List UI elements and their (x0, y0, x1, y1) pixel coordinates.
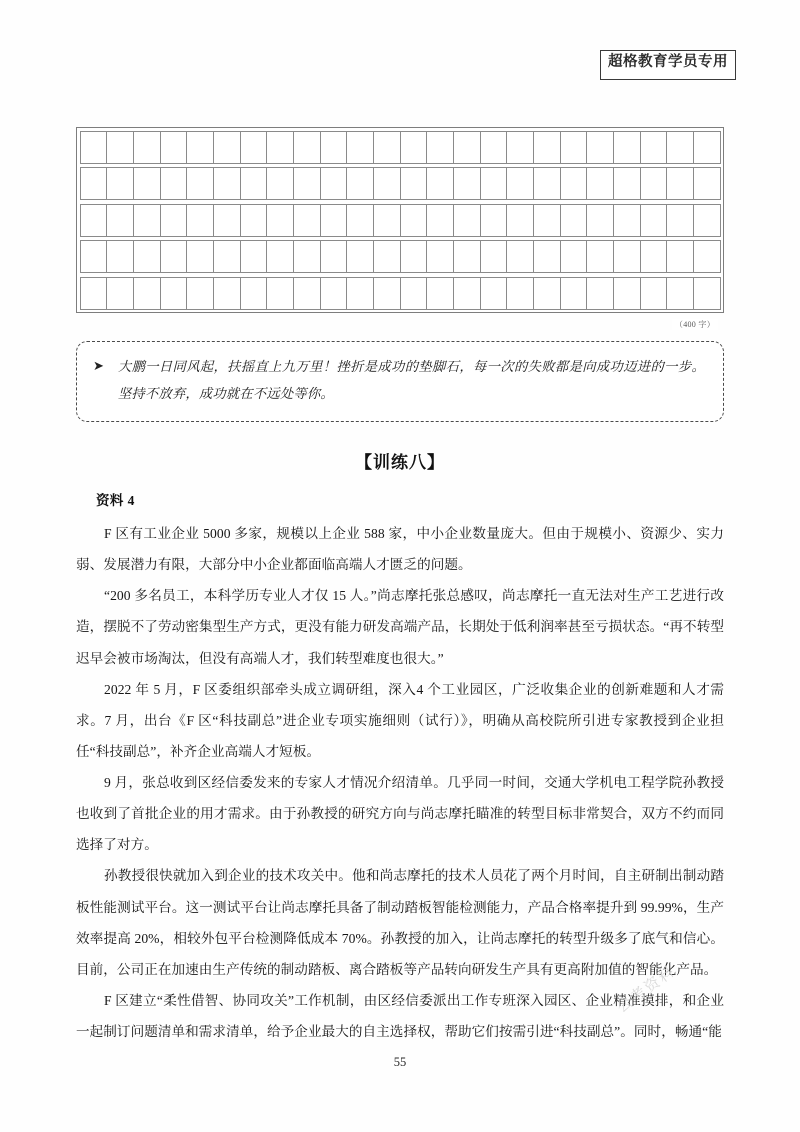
answer-grid-frame[interactable] (76, 127, 724, 313)
answer-grid-cell[interactable] (507, 132, 534, 163)
answer-grid-cell[interactable] (347, 205, 374, 236)
answer-grid-cell[interactable] (161, 132, 188, 163)
answer-grid-cell[interactable] (401, 168, 428, 199)
answer-grid-cell[interactable] (401, 241, 428, 272)
answer-grid-cell[interactable] (374, 205, 401, 236)
paragraph: F 区建立“柔性借智、协同攻关”工作机制，由区经信委派出工作专班深入园区、企业精准摸排，和企业一起制订问题清单和需求清单，给予企业最大的自主选择权，帮助它们按需引进“科技副总”。同时，畅通“能 (76, 992, 724, 1039)
answer-grid-cell[interactable] (134, 278, 161, 309)
answer-grid-cell[interactable] (667, 241, 694, 272)
paragraph: F 区有工业企业 5000 多家，规模以上企业 588 家，中小企业数量庞大。但由于规模小、资源少、实力弱、发展潜力有限，大部分中小企业都面临高端人才匮乏的问题。 (76, 526, 724, 573)
answer-grid-row[interactable] (80, 167, 721, 200)
answer-grid-cell[interactable] (214, 278, 241, 309)
answer-grid-cell[interactable] (321, 205, 348, 236)
answer-grid-cell[interactable] (294, 278, 321, 309)
answer-grid-cell[interactable] (267, 168, 294, 199)
paragraph: 2022 年 5 月，F 区委组织部牵头成立调研组，深入4 个工业园区，广泛收集企业的创新难题和人才需求。7 月，出台《F 区“科技副总”进企业专项实施细则（试行）》，明确从高校院所引进专家教授到企业担任“科技副总”，补齐企业高端人才短板。 (76, 681, 724, 759)
answer-grid-cell[interactable] (107, 168, 134, 199)
answer-grid-cell[interactable] (507, 241, 534, 272)
answer-grid-footer (76, 313, 724, 327)
answer-grid-cell[interactable] (481, 205, 508, 236)
answer-grid-cell[interactable] (614, 241, 641, 272)
answer-grid-cell[interactable] (241, 132, 268, 163)
answer-grid-cell[interactable] (694, 241, 721, 272)
answer-grid-cell[interactable] (667, 132, 694, 163)
answer-grid-cell[interactable] (587, 168, 614, 199)
answer-grid-cell[interactable] (161, 278, 188, 309)
answer-grid-cell[interactable] (481, 278, 508, 309)
answer-grid-cell[interactable] (214, 132, 241, 163)
answer-grid-cell[interactable] (587, 241, 614, 272)
answer-grid-cell[interactable] (481, 168, 508, 199)
answer-grid-cell[interactable] (294, 168, 321, 199)
answer-grid-cell[interactable] (107, 241, 134, 272)
answer-grid-cell[interactable] (134, 205, 161, 236)
answer-grid-cell[interactable] (401, 132, 428, 163)
section-title: 【训练八】 (355, 453, 445, 472)
answer-grid-cell[interactable] (561, 241, 588, 272)
answer-grid-cell[interactable] (507, 205, 534, 236)
answer-grid-cell[interactable] (241, 241, 268, 272)
answer-grid-cell[interactable] (534, 205, 561, 236)
motivational-quote-box (76, 341, 724, 422)
answer-grid-cell[interactable] (134, 241, 161, 272)
answer-grid-cell[interactable] (614, 132, 641, 163)
quote-text: 大鹏一日同风起，扶摇直上九万里！挫折是成功的垫脚石，每一次的失败都是向成功迈进的一步。坚持不放弃，成功就在不远处等你。 (117, 359, 705, 401)
watermark: 公考资料 (614, 963, 679, 1017)
answer-grid (76, 127, 724, 327)
paragraph: 9 月，张总收到区经信委发来的专家人才情况介绍清单。几乎同一时间，交通大学机电工程学院孙教授也收到了首批企业的用才需求。由于孙教授的研究方向与尚志摩托瞄准的转型目标非常契合，双方不约而同选择了对方。 (76, 775, 724, 853)
answer-grid-cell[interactable] (80, 278, 108, 309)
answer-grid-cell[interactable] (454, 205, 481, 236)
answer-grid-cell[interactable] (80, 205, 108, 236)
answer-grid-cell[interactable] (134, 132, 161, 163)
answer-grid-cell[interactable] (641, 205, 668, 236)
answer-grid-cell[interactable] (561, 132, 588, 163)
answer-grid-cell[interactable] (80, 132, 108, 163)
answer-grid-row[interactable] (80, 240, 721, 273)
answer-grid-cell[interactable] (241, 278, 268, 309)
answer-grid-cell[interactable] (294, 241, 321, 272)
answer-grid-cell[interactable] (587, 132, 614, 163)
answer-grid-cell[interactable] (187, 205, 214, 236)
answer-grid-cell[interactable] (187, 132, 214, 163)
answer-grid-cell[interactable] (161, 168, 188, 199)
answer-grid-cell[interactable] (347, 278, 374, 309)
word-count-label: （400 字） (672, 319, 718, 330)
answer-grid-cell[interactable] (534, 278, 561, 309)
answer-grid-cell[interactable] (401, 205, 428, 236)
answer-grid-cell[interactable] (507, 168, 534, 199)
answer-grid-cell[interactable] (427, 241, 454, 272)
answer-grid-cell[interactable] (80, 241, 108, 272)
answer-grid-cell[interactable] (481, 241, 508, 272)
answer-grid-cell[interactable] (561, 205, 588, 236)
page-number: 55 (393, 1055, 407, 1069)
answer-grid-cell[interactable] (401, 278, 428, 309)
answer-grid-row[interactable] (80, 277, 721, 310)
answer-grid-cell[interactable] (614, 168, 641, 199)
answer-grid-cell[interactable] (561, 278, 588, 309)
answer-grid-cell[interactable] (694, 168, 721, 199)
answer-grid-cell[interactable] (294, 132, 321, 163)
answer-grid-cell[interactable] (427, 132, 454, 163)
answer-grid-cell[interactable] (481, 132, 508, 163)
answer-grid-cell[interactable] (294, 205, 321, 236)
answer-grid-cell[interactable] (694, 132, 721, 163)
answer-grid-cell[interactable] (267, 132, 294, 163)
answer-grid-cell[interactable] (641, 132, 668, 163)
answer-grid-cell[interactable] (321, 241, 348, 272)
answer-grid-cell[interactable] (454, 241, 481, 272)
answer-grid-cell[interactable] (427, 168, 454, 199)
answer-grid-cell[interactable] (214, 205, 241, 236)
quote-inner (93, 354, 705, 407)
answer-grid-cell[interactable] (614, 205, 641, 236)
header-stamp: 超格教育学员专用 (600, 50, 736, 80)
answer-grid-cell[interactable] (641, 241, 668, 272)
page-header (0, 50, 800, 80)
answer-grid-cell[interactable] (107, 132, 134, 163)
answer-grid-cell[interactable] (427, 278, 454, 309)
answer-grid-cell[interactable] (614, 278, 641, 309)
answer-grid-cell[interactable] (587, 278, 614, 309)
answer-grid-cell[interactable] (80, 168, 108, 199)
answer-grid-cell[interactable] (267, 205, 294, 236)
answer-grid-cell[interactable] (321, 168, 348, 199)
answer-grid-row[interactable] (80, 204, 721, 237)
answer-grid-cell[interactable] (534, 241, 561, 272)
answer-grid-cell[interactable] (107, 205, 134, 236)
answer-grid-cell[interactable] (321, 278, 348, 309)
answer-grid-cell[interactable] (694, 205, 721, 236)
answer-grid-row[interactable] (80, 131, 721, 164)
paragraph: 孙教授很快就加入到企业的技术攻关中。他和尚志摩托的技术人员花了两个月时间，自主研制出制动踏板性能测试平台。这一测试平台让尚志摩托具备了制动踏板智能检测能力，产品合格率提升到 99.99%，生产效率提高 20%，相较外包平台检测降低成本 70%。孙教授的加入，让尚志摩托的转型升级多了底气和信心。目前，公司正在加速由生产传统的制动踏板、离合踏板等产品转向研发生产具有更高附加值的智能化产品。 (76, 868, 724, 977)
answer-grid-cell[interactable] (561, 168, 588, 199)
answer-grid-cell[interactable] (134, 168, 161, 199)
answer-grid-cell[interactable] (347, 241, 374, 272)
answer-grid-cell[interactable] (641, 168, 668, 199)
answer-grid-cell[interactable] (187, 168, 214, 199)
answer-grid-cell[interactable] (161, 241, 188, 272)
answer-grid-cell[interactable] (667, 168, 694, 199)
answer-grid-cell[interactable] (454, 168, 481, 199)
answer-grid-cell[interactable] (667, 278, 694, 309)
answer-grid-cell[interactable] (321, 132, 348, 163)
answer-grid-cell[interactable] (694, 278, 721, 309)
answer-grid-cell[interactable] (454, 132, 481, 163)
paragraph: “200 多名员工，本科学历专业人才仅 15 人。”尚志摩托张总感叹，尚志摩托一直无法对生产工艺进行改造，摆脱不了劳动密集型生产方式，更没有能力研发高端产品，长期处于低利润率甚至亏损状态。“再不转型迟早会被市场淘汰，但没有高端人才，我们转型难度也很大。” (76, 588, 724, 666)
answer-grid-cell[interactable] (161, 205, 188, 236)
answer-grid-cell[interactable] (587, 205, 614, 236)
answer-grid-cell[interactable] (374, 132, 401, 163)
answer-grid-cell[interactable] (241, 168, 268, 199)
answer-grid-cell[interactable] (507, 278, 534, 309)
answer-grid-cell[interactable] (534, 168, 561, 199)
answer-grid-cell[interactable] (214, 241, 241, 272)
answer-grid-cell[interactable] (347, 168, 374, 199)
answer-grid-cell[interactable] (214, 168, 241, 199)
answer-grid-cell[interactable] (347, 132, 374, 163)
answer-grid-cell[interactable] (641, 278, 668, 309)
answer-grid-cell[interactable] (107, 278, 134, 309)
answer-grid-cell[interactable] (534, 132, 561, 163)
answer-grid-cell[interactable] (187, 241, 214, 272)
answer-grid-cell[interactable] (267, 241, 294, 272)
answer-grid-cell[interactable] (667, 205, 694, 236)
answer-grid-cell[interactable] (454, 278, 481, 309)
answer-grid-cell[interactable] (267, 278, 294, 309)
answer-grid-cell[interactable] (187, 278, 214, 309)
main-content (76, 489, 724, 1047)
answer-grid-cell[interactable] (374, 168, 401, 199)
answer-grid-cell[interactable] (427, 205, 454, 236)
material-label: 资料 4 (96, 493, 135, 508)
answer-grid-cell[interactable] (241, 205, 268, 236)
answer-grid-cell[interactable] (374, 278, 401, 309)
answer-grid-cell[interactable] (374, 241, 401, 272)
arrow-right-triangle-icon: ➤ (93, 359, 104, 374)
